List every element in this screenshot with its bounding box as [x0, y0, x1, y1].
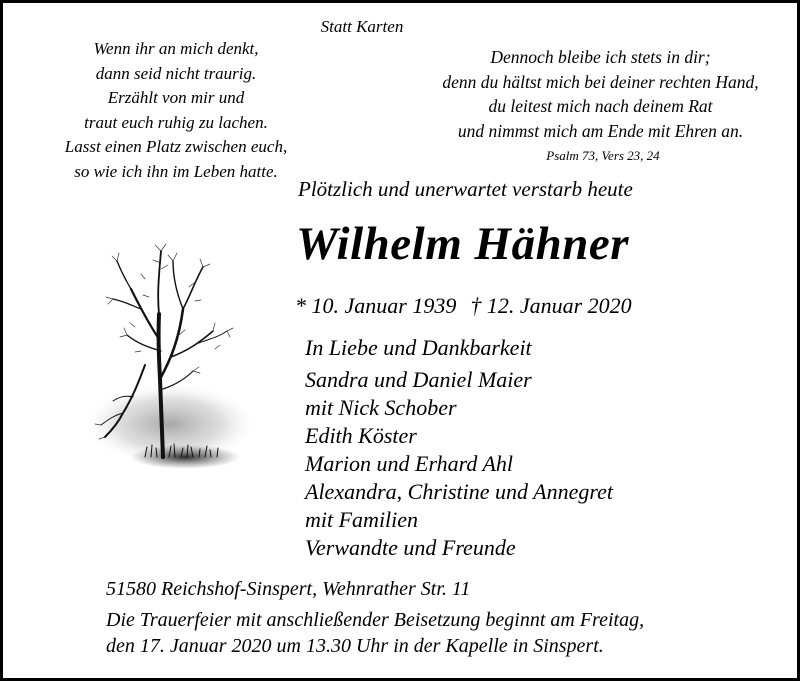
- service-info: [106, 607, 644, 659]
- poem-left-line: so wie ich ihn im Leben hatte.: [74, 161, 278, 181]
- address: 51580 Reichshof-Sinspert, Wehnrather Str. 11: [106, 578, 471, 600]
- mourner-name: Sandra und Daniel Maier: [305, 367, 532, 392]
- poem-left-line: Lasst einen Platz zwischen euch,: [64, 137, 288, 156]
- service-line: Die Trauerfeier mit anschließender Beisetzung beginnt am Freitag,: [106, 609, 645, 631]
- intro-text: Plötzlich und unerwartet verstarb heute: [298, 177, 633, 201]
- tree-icon: [75, 239, 260, 487]
- death-date: † 12. Januar 2020: [470, 293, 632, 318]
- mourners-opening: In Liebe und Dankbarkeit: [305, 335, 532, 360]
- deceased-name: Wilhelm Hähner: [296, 218, 630, 270]
- poem-right-line: Dennoch bleibe ich stets in dir;: [490, 47, 711, 67]
- poem-left-line: traut euch ruhig zu lachen.: [84, 112, 268, 132]
- poem-right: [408, 45, 793, 143]
- statt-karten-label: Statt Karten: [320, 17, 404, 36]
- mourners-block: [305, 334, 613, 562]
- poem-left-line: Wenn ihr an mich denkt,: [93, 39, 259, 58]
- mourner-name: Edith Köster: [305, 423, 417, 448]
- poem-right-line: denn du hältst mich bei deiner rechten Hand,: [442, 71, 759, 92]
- mourner-name: mit Familien: [305, 507, 419, 532]
- psalm-reference: Psalm 73, Vers 23, 24: [546, 148, 660, 163]
- poem-left: [31, 37, 321, 184]
- poem-right-line: und nimmst mich am Ende mit Ehren an.: [457, 120, 744, 141]
- birth-date: * 10. Januar 1939: [295, 293, 457, 318]
- poem-left-line: Erzählt von mir und: [107, 88, 245, 107]
- mourner-name: mit Nick Schober: [305, 395, 457, 420]
- service-line: den 17. Januar 2020 um 13.30 Uhr in der Kapelle in Sinspert.: [106, 635, 604, 657]
- mourner-name: Alexandra, Christine und Annegret: [305, 479, 613, 504]
- poem-left-line: dann seid nicht traurig.: [95, 63, 257, 83]
- life-dates: [295, 293, 632, 319]
- mourner-name: Verwandte und Freunde: [305, 535, 516, 560]
- mourner-name: Marion und Erhard Ahl: [305, 451, 514, 476]
- poem-right-line: du leitest mich nach deinem Rat: [488, 96, 713, 116]
